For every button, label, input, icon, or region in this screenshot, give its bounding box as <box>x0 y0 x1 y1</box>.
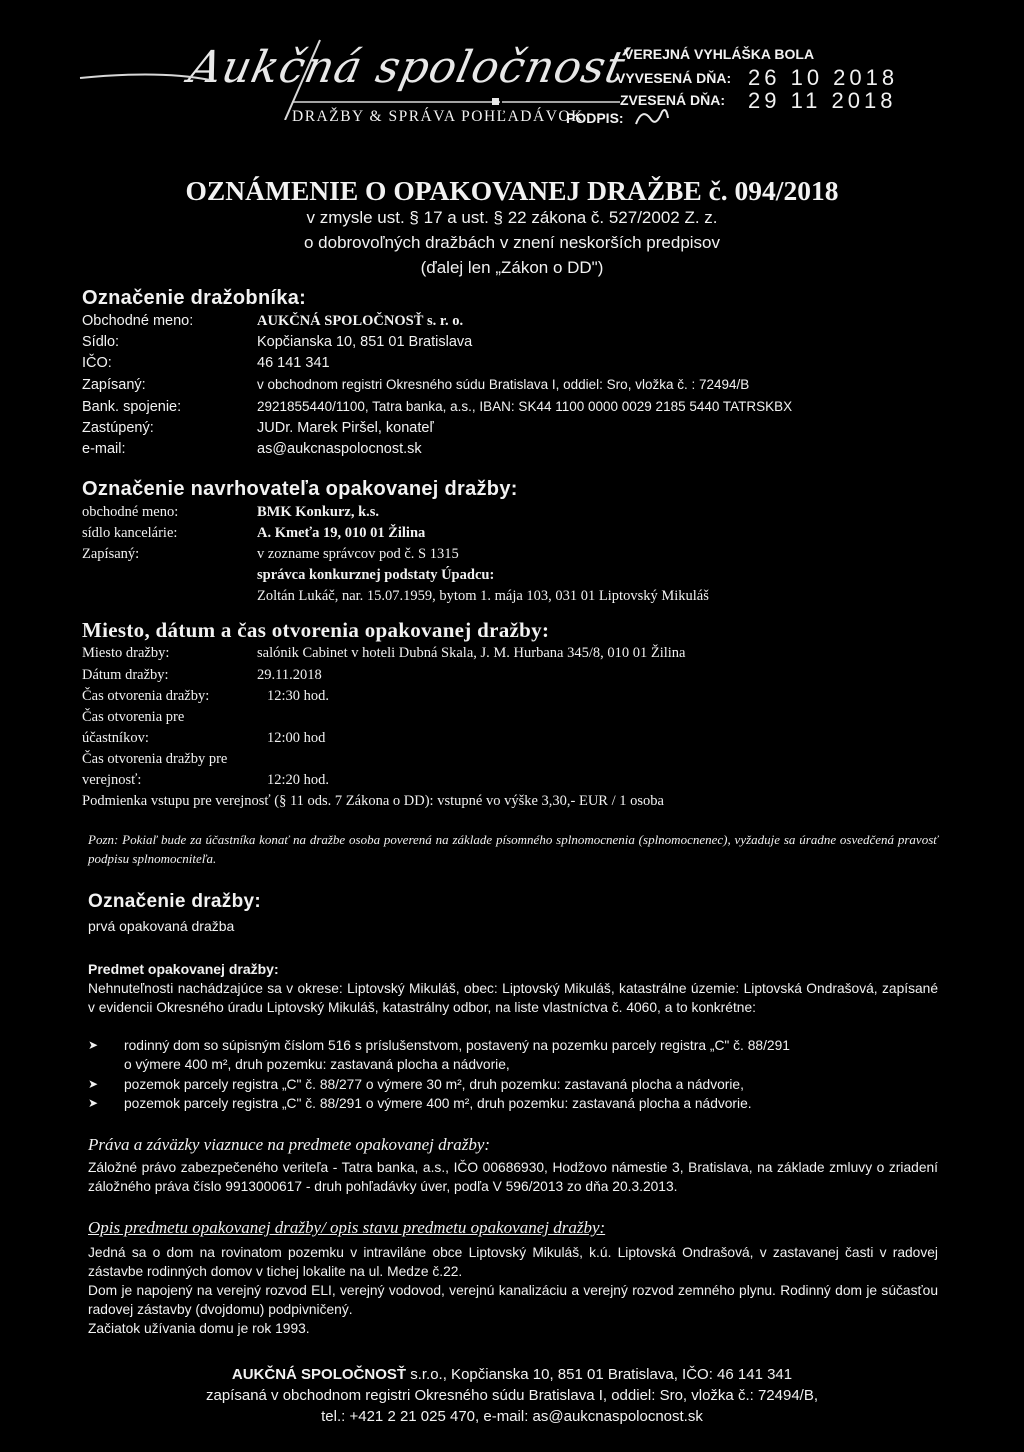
email-value: as@aukcnaspolocnost.sk <box>257 441 422 457</box>
stamp-signature-label: PODPIS: <box>566 110 624 126</box>
row-label: Sídlo: <box>82 334 120 350</box>
row-label: Bank. spojenie: <box>82 399 182 415</box>
row-value: JUDr. Marek Piršel, konateľ <box>257 420 434 436</box>
section-heading-auctioneer: Označenie dražobníka: <box>82 287 307 309</box>
arrow-bullet-icon: ➤ <box>88 1038 99 1052</box>
footer-address: s.r.o., Kopčianska 10, 851 01 Bratislava, IČO: 46 141 341 <box>406 1366 793 1383</box>
entry-condition: Podmienka vstupu pre verejnosť (§ 11 ods. 7 Zákona o DD): vstupné vo výške 3,30,- EUR / 1 osoba <box>82 793 664 809</box>
arrow-bullet-icon: ➤ <box>88 1077 99 1091</box>
row-label: Miesto dražby: <box>82 645 170 661</box>
section-heading-proposer: Označenie navrhovateľa opakovanej dražby: <box>82 478 518 500</box>
row-label: účastníkov: <box>82 730 149 746</box>
footer-line-1 <box>40 1366 984 1383</box>
row-label: Zastúpený: <box>82 420 154 436</box>
row-label: Dátum dražby: <box>82 667 169 683</box>
proposer-extra: Zoltán Lukáč, nar. 15.07.1959, bytom 1. mája 103, 031 01 Liptovský Mikuláš <box>257 588 709 604</box>
row-value: 29.11.2018 <box>257 667 322 683</box>
stamp-posted-date: 26 10 2018 <box>748 65 899 90</box>
place-label: Čas otvorenia pre <box>82 709 185 725</box>
row-label: Zapísaný: <box>82 546 140 562</box>
rights-text: Záložné právo zabezpečeného veriteľa - Tatra banka, a.s., IČO 00686930, Hodžovo námestie 3, Bratislava, na základe zmluvy o zriadení záložného práva číslo 9913000617 - druh pohľadávky úver, podľa V 596/2013 zo dňa 20.3.2013. <box>88 1160 938 1194</box>
subject-intro: Nehnuteľnosti nachádzajúce sa v okrese: Liptovský Mikuláš, obec: Liptovský Mikuláš, katastrálne územie: Liptovská Ondrašová, zapísané v evidencii Okresného úradu Liptovský Mikuláš, katastrálny odbor, na liste vlastníctva č. 4060, a to konkrétne: <box>88 981 938 1015</box>
row-label: obchodné meno: <box>82 504 179 520</box>
row-value: v zozname správcov pod č. S 1315 <box>257 546 459 562</box>
row-value: v obchodnom registri Okresného súdu Bratislava I, oddiel: Sro, vložka č. : 72494/B <box>257 377 750 392</box>
section-heading-auction-type: Označenie dražby: <box>88 891 261 912</box>
description-p2: Dom je napojený na verejný rozvod ELI, verejný vodovod, verejnú kanalizáciu a verejný rozvod zemného plynu. Rodinný dom je súčasťou radovej zástavby (dvojdomu) podpivničený. <box>88 1283 938 1317</box>
row-value: 2921855440/1100, Tatra banka, a.s., IBAN: SK44 1100 0000 0029 2185 5440 TATRSKBX <box>257 399 793 414</box>
subject-heading: Predmet opakovanej dražby: <box>88 961 279 977</box>
list-item-continuation: o výmere 400 m², druh pozemku: zastavaná plocha a nádvorie, <box>124 1057 510 1072</box>
stamp-posted-label: VYVESENÁ DŇA: <box>616 70 732 86</box>
description-p3: Začiatok užívania domu je rok 1993. <box>88 1321 310 1336</box>
footer-line-2: zapísaná v obchodnom registri Okresného súdu Bratislava I, oddiel: Sro, vložka č.: 72494/B, <box>206 1387 818 1404</box>
list-item-text: pozemok parcely registra „C" č. 88/277 o výmere 30 m², druh pozemku: zastavaná plocha a nádvorie, <box>124 1077 744 1092</box>
row-value: salónik Cabinet v hoteli Dubná Skala, J. M. Hurbana 345/8, 010 01 Žilina <box>257 645 686 661</box>
row-value: BMK Konkurz, k.s. <box>257 504 380 520</box>
stamp-removed-date: 29 11 2018 <box>748 88 897 113</box>
row-label: Čas otvorenia dražby: <box>82 688 210 704</box>
section-heading-place: Miesto, dátum a čas otvorenia opakovanej dražby: <box>82 618 550 642</box>
stamp-title: VEREJNÁ VYHLÁŠKA BOLA <box>624 46 815 62</box>
logo-script-text: Aukčná spoločnosť <box>184 42 630 93</box>
stamp-removed-label: ZVESENÁ DŇA: <box>620 92 726 108</box>
note-text: Pozn: Pokiaľ bude za účastníka konať na dražbe osoba poverená na základe písomného splnomocnenia (splnomocnenec), vyžaduje sa úradne osvedčená pravosť podpisu splnomocniteľa. <box>88 832 938 866</box>
place-label: Čas otvorenia dražby pre <box>82 751 228 767</box>
list-item-text: pozemok parcely registra „C" č. 88/291 o výmere 400 m², druh pozemku: zastavaná plocha a nádvorie. <box>124 1096 752 1111</box>
logo-tagline: DRAŽBY & SPRÁVA POHĽADÁVOK <box>292 108 584 125</box>
row-value: A. Kmeťa 19, 010 01 Žilina <box>257 525 426 541</box>
signature-scribble-icon <box>632 104 672 134</box>
auction-type-value: prvá opakovaná dražba <box>88 918 235 934</box>
arrow-bullet-icon: ➤ <box>88 1096 99 1110</box>
title-subline-1: v zmysle ust. § 17 a ust. § 22 zákona č. 527/2002 Z. z. <box>306 208 718 227</box>
row-label: e-mail: <box>82 441 126 457</box>
title-subline-3: (ďalej len „Zákon o DD") <box>420 258 604 277</box>
logo-swash-icon <box>40 30 660 120</box>
list-item-text: rodinný dom so súpisným číslom 516 s príslušenstvom, postavený na pozemku parcely registra „C" č. 88/291 <box>124 1038 790 1053</box>
row-value: 12:20 hod. <box>267 772 330 788</box>
footer-line-3: tel.: +421 2 21 025 470, e-mail: as@aukcnaspolocnost.sk <box>321 1408 703 1425</box>
page-title: OZNÁMENIE O OPAKOVANEJ DRAŽBE č. 094/2018 <box>185 175 839 206</box>
row-value: 46 141 341 <box>257 355 330 371</box>
row-label: verejnosť: <box>82 772 142 788</box>
footer-company: AUKČNÁ SPOLOČNOSŤ <box>231 1366 407 1383</box>
row-label: Zapísaný: <box>82 377 146 393</box>
rights-heading: Práva a záväzky viaznuce na predmete opakovanej dražby: <box>88 1135 491 1154</box>
description-p1: Jedná sa o dom na rovinatom pozemku v intraviláne obce Liptovský Mikuláš, k.ú. Liptovská Ondrašová, v zastavanej časti v radovej zástavbe rodinných domov v tichej lokalite na ul. Medze č.22. <box>88 1245 938 1279</box>
row-label: sídlo kancelárie: <box>82 525 178 541</box>
row-value: 12:00 hod <box>267 730 326 746</box>
title-subline-2: o dobrovoľných dražbách v znení neskorších predpisov <box>303 233 721 252</box>
row-value: AUKČNÁ SPOLOČNOSŤ s. r. o. <box>257 313 464 329</box>
row-label: Obchodné meno: <box>82 313 194 329</box>
proposer-extra: správca konkurznej podstaty Úpadcu: <box>257 567 495 583</box>
row-label: IČO: <box>82 355 112 371</box>
description-heading: Opis predmetu opakovanej dražby/ opis stavu predmetu opakovanej dražby: <box>88 1218 606 1237</box>
row-value: 12:30 hod. <box>267 688 330 704</box>
row-value: Kopčianska 10, 851 01 Bratislava <box>257 334 473 350</box>
